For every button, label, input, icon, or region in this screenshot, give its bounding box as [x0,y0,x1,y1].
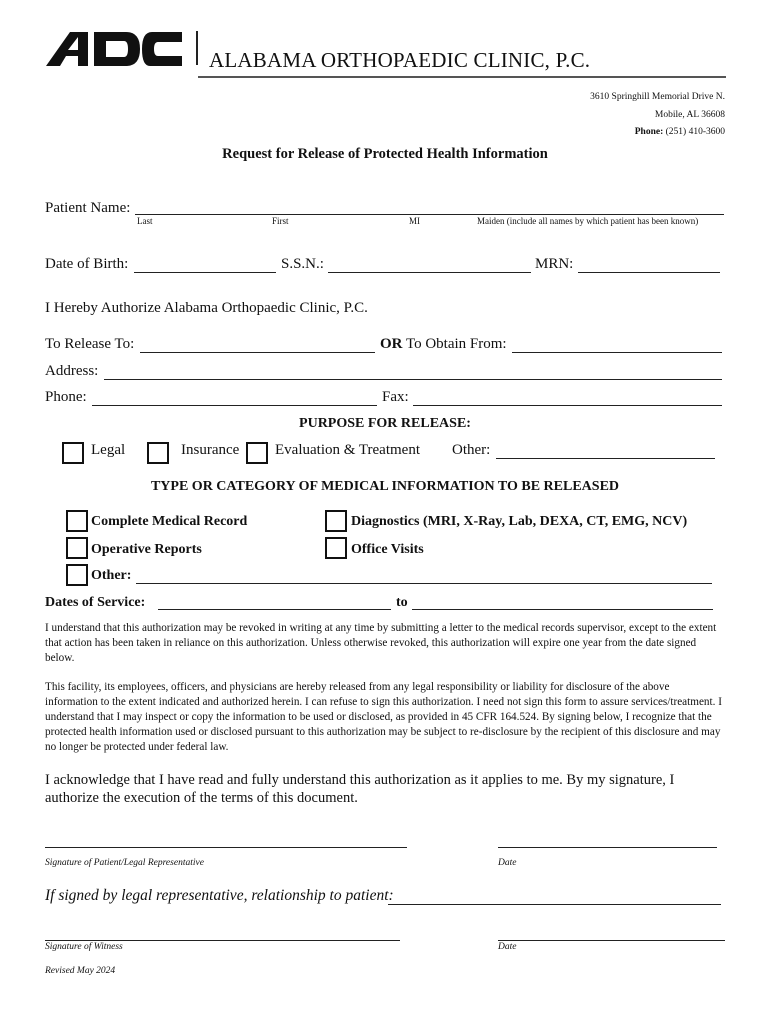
authorize-statement: I Hereby Authorize Alabama Orthopaedic Clinic, P.C. [45,300,368,316]
address-field[interactable] [104,379,722,380]
legal-rep-field[interactable] [388,904,721,905]
complete-record-checkbox[interactable] [66,510,88,532]
clinic-address-line1: 3610 Springhill Memorial Drive N. [590,92,725,102]
evaluation-label: Evaluation & Treatment [275,442,420,458]
fax-field[interactable] [413,405,722,406]
evaluation-checkbox[interactable] [246,442,268,464]
office-visits-label: Office Visits [351,542,424,557]
obtain-from-group [380,336,507,353]
category-other-label: Other: [91,568,132,583]
diagnostics-checkbox[interactable] [325,510,347,532]
mrn-label: MRN: [535,256,574,272]
dates-to-field[interactable] [412,609,713,610]
operative-reports-checkbox[interactable] [66,537,88,559]
obtain-from-label: To Obtain From: [402,336,507,352]
dob-field[interactable] [134,272,276,273]
purpose-heading: PURPOSE FOR RELEASE: [299,416,471,431]
date2-field[interactable] [498,940,725,941]
purpose-other-label: Other: [452,442,491,458]
ssn-label: S.S.N.: [281,256,324,272]
insurance-label: Insurance [181,442,240,458]
or-label: OR [380,336,403,352]
office-visits-checkbox[interactable] [325,537,347,559]
dob-label: Date of Birth: [45,256,129,272]
legal-rep-label: If signed by legal representative, relationship to patient: [45,887,394,904]
operative-reports-label: Operative Reports [91,542,202,557]
legal-label: Legal [91,442,126,458]
patient-mi-label: MI [409,216,420,226]
revised-date: Revised May 2024 [45,966,116,976]
ssn-field[interactable] [328,272,531,273]
complete-record-label: Complete Medical Record [91,514,248,529]
category-heading: TYPE OR CATEGORY OF MEDICAL INFORMATION TO BE RELEASED [150,479,620,494]
logo-mark [44,28,184,68]
clinic-logo [44,28,184,68]
obtain-from-field[interactable] [512,352,722,353]
release-paragraph: This facility, its employees, officers, and physicians are hereby released from any legal responsibility or liability for disclosure of the above information to the extent indicated and authorized herein. I can refuse to sign this authorization. I need not sign this form to assure services/treatment. I understand that I may inspect or copy the information to be used or disclosed, as provided in 45 CFR 164.524. By signing below, I recognize that the protected health information used or disclosed pursuant to this authorization may be subject to re-disclosure by the recipient of this disclosure and may no longer be protected under federal law. [45,681,722,753]
date1-field[interactable] [498,847,717,848]
logo-divider [196,31,198,65]
acknowledgement-paragraph: I acknowledge that I have read and fully understand this authorization as it applies to me. By my signature, I authorize the execution of the terms of this document. [45,772,675,806]
witness-signature-field[interactable] [45,940,400,941]
purpose-other-field[interactable] [496,458,715,459]
mrn-field[interactable] [578,272,720,273]
witness-signature-label: Signature of Witness [45,942,123,952]
clinic-phone-value: (251) 410-3600 [663,127,725,137]
legal-checkbox[interactable] [62,442,84,464]
clinic-name: ALABAMA ORTHOPAEDIC CLINIC, P.C. [209,48,591,72]
patient-name-label: Patient Name: [45,200,131,216]
date2-label: Date [498,942,517,952]
form-title: Request for Release of Protected Health Information [222,146,548,162]
clinic-address-line2: Mobile, AL 36608 [654,110,725,120]
dates-from-field[interactable] [158,609,391,610]
dates-to-label: to [396,595,408,610]
patient-maiden-label: Maiden (include all names by which patient has been known) [477,216,699,226]
phone-field[interactable] [92,405,377,406]
patient-last-label: Last [137,216,153,226]
patient-signature-field[interactable] [45,847,407,848]
release-to-field[interactable] [140,352,375,353]
clinic-phone-label: Phone: [634,127,664,137]
phone-label: Phone: [45,389,87,405]
revocation-paragraph: I understand that this authorization may be revoked in writing at any time by submitting a letter to the medical records supervisor, except to the extent that action has been taken in reliance on this authorization. Unless otherwise revoked, this authorization will expire one year from the date signed below. [45,622,717,664]
patient-name-field[interactable] [135,214,724,215]
patient-first-label: First [272,216,289,226]
dates-of-service-label: Dates of Service: [45,595,146,610]
header-rule [198,76,726,78]
category-other-checkbox[interactable] [66,564,88,586]
patient-signature-label: Signature of Patient/Legal Representative [45,858,204,868]
fax-label: Fax: [382,389,409,405]
date1-label: Date [498,858,517,868]
insurance-checkbox[interactable] [147,442,169,464]
category-other-field[interactable] [136,583,712,584]
diagnostics-label: Diagnostics (MRI, X-Ray, Lab, DEXA, CT, EMG, NCV) [351,514,688,529]
clinic-phone [635,127,725,137]
release-to-label: To Release To: [45,336,135,352]
address-label: Address: [45,363,99,379]
